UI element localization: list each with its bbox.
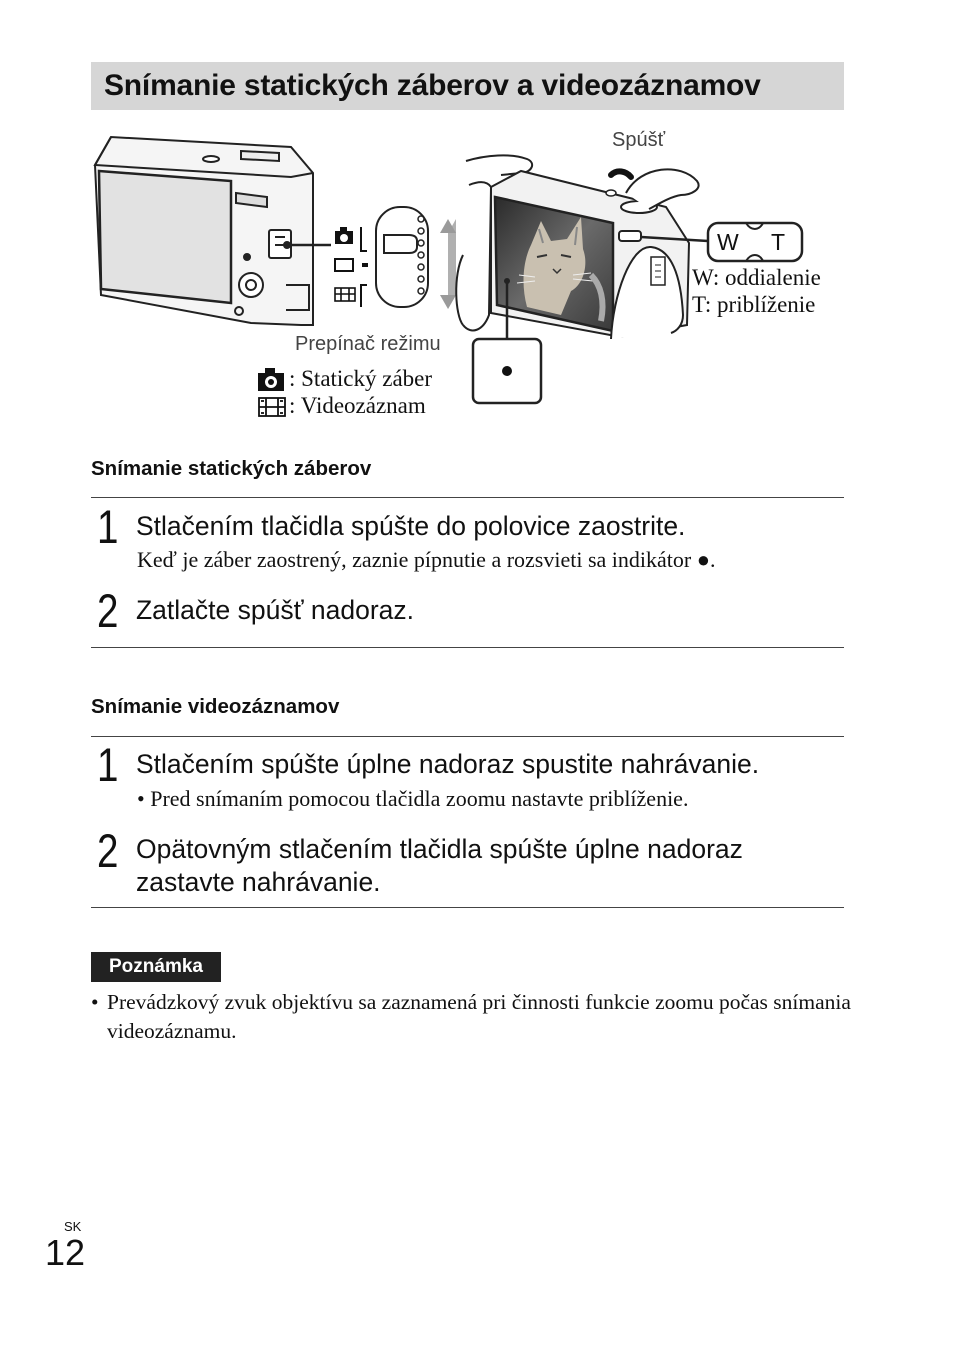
divider bbox=[91, 736, 844, 737]
zoom-t-description: T: priblíženie bbox=[692, 292, 816, 317]
still-step-2-text: Zatlačte spúšť nadoraz. bbox=[136, 595, 415, 625]
section-title: Snímanie statických záberov a videozáznamov bbox=[104, 69, 761, 102]
zoom-w-label: W bbox=[717, 229, 739, 255]
movie-icon bbox=[335, 288, 355, 301]
still-step-1-note: Keď je záber zaostrený, zaznie pípnutie a rozsvieti sa indikátor ●. bbox=[137, 547, 716, 572]
still-step-1-text: Stlačením tlačidla spúšte do polovice zaostrite. bbox=[136, 511, 686, 541]
still-step-2-number: 2 bbox=[97, 584, 119, 637]
movie-step-1-text: Stlačením spúšte úplne nadoraz spustite nahrávanie. bbox=[136, 749, 760, 779]
panorama-icon bbox=[335, 259, 368, 271]
still-camera-icon bbox=[335, 227, 353, 244]
movie-step-1-number: 1 bbox=[97, 738, 119, 791]
page-number: 12 bbox=[45, 1232, 86, 1273]
movie-heading: Snímanie videozáznamov bbox=[91, 695, 340, 718]
movie-step-2-number: 2 bbox=[97, 824, 119, 877]
movie-step-2-text: Opätovným stlačením tlačidla spúšte úplne nadoraz zastavte nahrávanie. bbox=[136, 834, 743, 897]
note-badge: Poznámka bbox=[91, 952, 221, 982]
divider bbox=[91, 647, 844, 648]
still-step-1-number: 1 bbox=[97, 500, 119, 553]
divider bbox=[91, 497, 844, 498]
mode-switch-label: Prepínač režimu bbox=[295, 333, 441, 355]
shutter-label: Spúšť bbox=[612, 129, 666, 151]
legend-movie-icon bbox=[259, 398, 285, 416]
still-mode-description: : Statický záber bbox=[289, 366, 433, 391]
divider bbox=[91, 907, 844, 908]
camera-in-hand-drawing bbox=[456, 155, 708, 403]
section-title-bar bbox=[91, 62, 844, 110]
note-text-block bbox=[91, 988, 851, 1046]
movie-step-1-note: • Pred snímaním pomocou tlačidla zoomu nastavte priblíženie. bbox=[137, 786, 689, 811]
legend-still-icon bbox=[258, 368, 284, 391]
camera-back-drawing bbox=[95, 137, 331, 325]
zoom-w-description: W: oddialenie bbox=[692, 265, 821, 290]
note-text: Prevádzkový zvuk objektívu sa zaznamená pri činnosti funkcie zoomu počas snímania videozáznamu. bbox=[107, 990, 851, 1043]
mode-switch-drawing bbox=[335, 207, 456, 309]
zoom-t-label: T bbox=[771, 229, 786, 255]
still-heading: Snímanie statických záberov bbox=[91, 457, 372, 480]
page-language: SK bbox=[64, 1219, 82, 1234]
movie-mode-description: : Videozáznam bbox=[289, 393, 426, 418]
note-bullet: • bbox=[91, 990, 99, 1014]
camera-illustration bbox=[91, 125, 844, 435]
